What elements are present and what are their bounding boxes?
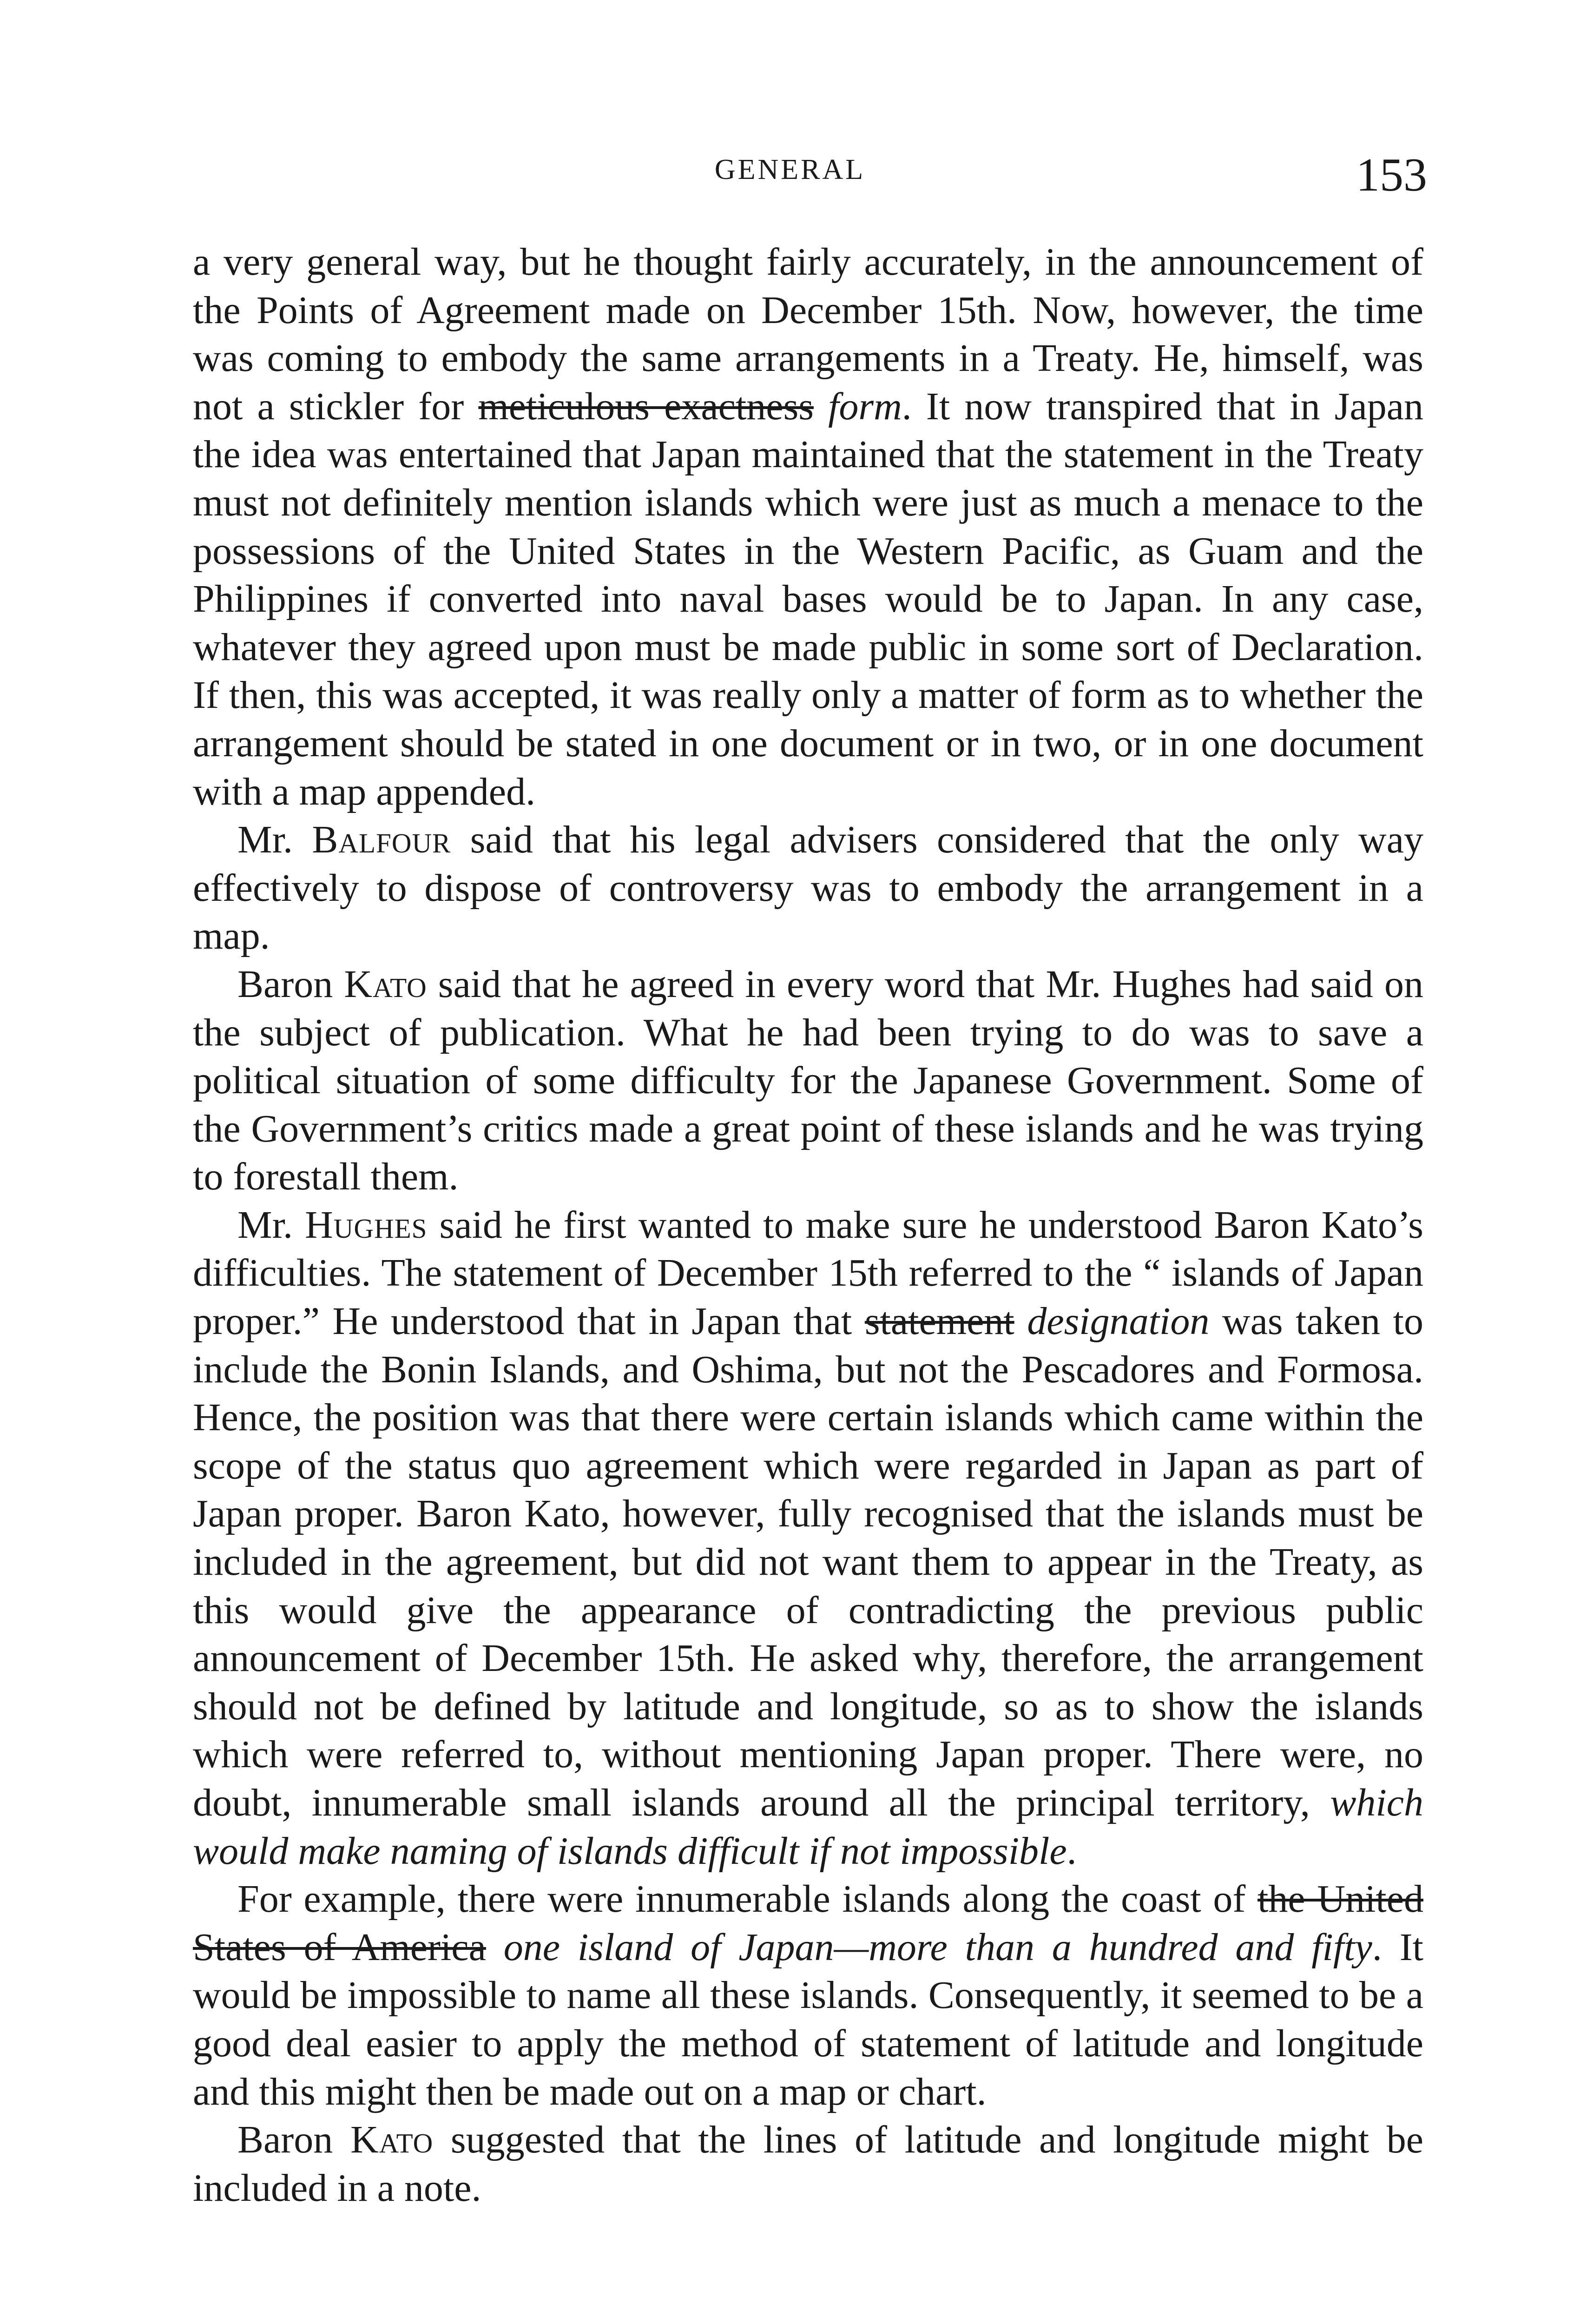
page-number: 153 <box>1356 149 1427 201</box>
text-run: Baron <box>237 962 344 1006</box>
text-run: said that he agreed in every word that Mr. Hughes had said on the subject of publication. What he had been trying to do was to save a political situation of some difficulty for the Japanese Government. Some of the Government’s critics made a great point of these islands and he was trying to forestall them. <box>193 962 1423 1199</box>
body-text <box>193 238 1423 2212</box>
running-head: GENERAL <box>714 154 866 185</box>
italic-text: designation <box>1027 1300 1210 1343</box>
speaker-name: Hughes <box>305 1203 428 1247</box>
text-run: . <box>1066 1829 1077 1873</box>
paragraph <box>193 816 1423 960</box>
text-run <box>486 1926 504 1969</box>
text-run: a very general way, but he thought fairly accurately, in the announcement of the Points of Agreement made on December 15th. Now, however, the time was coming to embody the same arrangements in a Treaty. He, himself, was not a stickler for <box>193 240 1423 428</box>
paragraph <box>193 238 1423 816</box>
text-run: said that his legal advisers considered that the only way effectively to dispose of controversy was to embody the arrangement in a map. <box>193 818 1423 958</box>
italic-text: form <box>828 384 902 428</box>
struck-text: meticulous exactness <box>478 384 814 428</box>
text-run: said he first wanted to make sure he understood Baron Kato’s difficulties. The statement of December 15th referred to the “ islands of Japan proper.” He understood that in Japan that <box>193 1203 1423 1343</box>
text-run: Mr. <box>237 818 312 862</box>
text-run: suggested that the lines of latitude and longitude might be included in a note. <box>193 2118 1423 2210</box>
paragraph <box>193 1875 1423 2116</box>
speaker-name: Balfour <box>312 818 451 862</box>
struck-text: statement <box>864 1300 1014 1343</box>
italic-text: one island of Japan—more than a hundred and fifty <box>503 1925 1372 1969</box>
speaker-name: Kato <box>350 2118 434 2162</box>
text-run: Baron <box>237 2118 350 2162</box>
paragraph <box>193 1201 1423 1875</box>
text-run: Mr. <box>237 1203 305 1247</box>
text-run <box>814 385 828 428</box>
text-run: For example, there were innumerable islands along the coast of <box>237 1877 1258 1921</box>
text-run <box>1014 1300 1027 1343</box>
text-run: . It now transpired that in Japan the idea was entertained that Japan maintained that the statement in the Treaty must not definitely mention islands which were just as much a menace to the possessions of the United States in the Western Pacific, as Guam and the Philippines if converted into naval bases would be to Japan. In any case, whatever they agreed upon must be made public in some sort of Declaration. If then, this was accepted, it was really only a matter of form as to whether the arrangement should be stated in one document or in two, or in one document with a map appended. <box>193 384 1424 813</box>
speaker-name: Kato <box>344 962 427 1006</box>
struck-text: the United States of America <box>193 1877 1423 1969</box>
paragraph <box>193 2116 1423 2212</box>
italic-text: which would make naming of islands difficult if not impossible <box>193 1781 1423 1873</box>
paragraph <box>193 960 1423 1201</box>
text-run: . It would be impossible to name all these islands. Consequently, it seemed to be a good deal easier to apply the method of statement of latitude and longitude and this might then be made out on a map or chart. <box>193 1925 1424 2113</box>
text-run: was taken to include the Bonin Islands, and Oshima, but not the Pescadores and Formosa. Hence, the position was that there were certain islands which came within the scope of the status quo agreement which were regarded in Japan as part of Japan proper. Baron Kato, however, fully recognised that the islands must be included in the agreement, but did not want them to appear in the Treaty, as this would give the appearance of contradicting the previous public announcement of December 15th. He asked why, therefore, the arrangement should not be defined by latitude and longitude, so as to show the islands which were referred to, without mentioning Japan proper. There were, no doubt, innumerable small islands around all the principal territory, <box>193 1300 1424 1824</box>
